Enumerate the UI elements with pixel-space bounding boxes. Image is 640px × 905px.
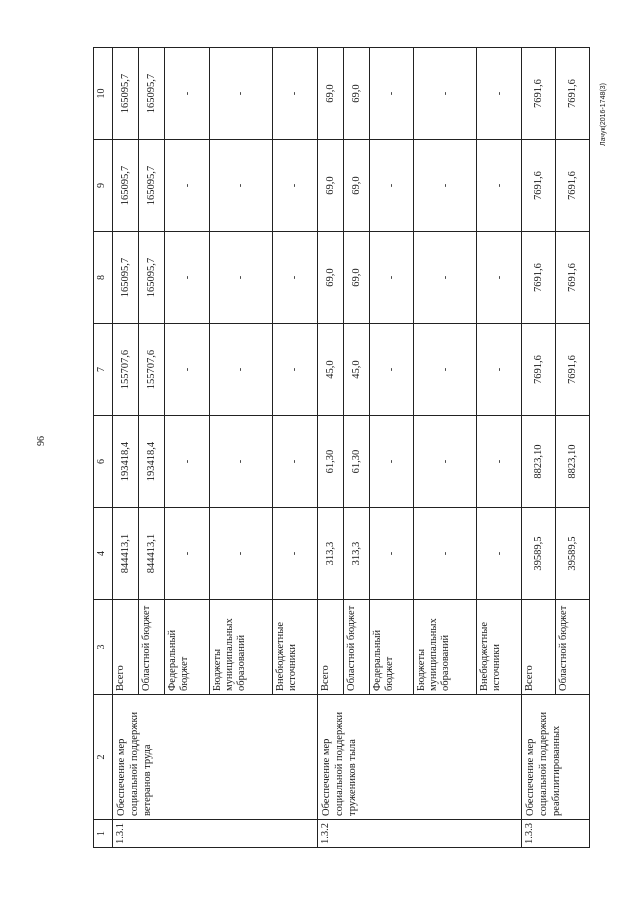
value-cell: - — [209, 140, 272, 232]
funding-source: Всего — [113, 600, 139, 695]
table-body — [113, 48, 590, 848]
value-cell: 45,0 — [317, 324, 343, 416]
item-code: 1.3.3 — [522, 820, 590, 848]
value-cell: - — [272, 324, 317, 416]
funding-source: Федеральный бюджет — [369, 600, 414, 695]
value-cell: - — [414, 508, 477, 600]
value-cell: - — [272, 48, 317, 140]
value-cell: 69,0 — [343, 48, 369, 140]
funding-source: Областной бюджет — [555, 600, 589, 695]
value-cell: - — [165, 48, 210, 140]
value-cell: 165095,7 — [113, 48, 139, 140]
value-cell: - — [477, 48, 522, 140]
page-number: 96 — [36, 436, 47, 446]
value-cell: - — [414, 416, 477, 508]
header-cell: 7 — [94, 324, 113, 416]
funding-source: Всего — [317, 600, 343, 695]
table-row — [317, 48, 343, 848]
value-cell: - — [165, 232, 210, 324]
document-stamp: Лачук(2016-1748(3) — [600, 83, 607, 146]
value-cell: - — [414, 140, 477, 232]
value-cell: 69,0 — [317, 48, 343, 140]
value-cell: 165095,7 — [113, 140, 139, 232]
table-row — [522, 48, 556, 848]
header-cell: 1 — [94, 820, 113, 848]
table-row — [113, 48, 139, 848]
value-cell: 7691,6 — [522, 140, 556, 232]
funding-source: Областной бюджет — [139, 600, 165, 695]
item-code: 1.3.2 — [317, 820, 522, 848]
header-cell: 8 — [94, 232, 113, 324]
value-cell: - — [414, 232, 477, 324]
header-row — [94, 48, 113, 848]
value-cell: 165095,7 — [139, 232, 165, 324]
value-cell: 8823,10 — [522, 416, 556, 508]
value-cell: 7691,6 — [522, 324, 556, 416]
value-cell: 61,30 — [343, 416, 369, 508]
value-cell: 313,3 — [343, 508, 369, 600]
value-cell: 7691,6 — [555, 140, 589, 232]
value-cell: - — [165, 508, 210, 600]
value-cell: - — [209, 508, 272, 600]
value-cell: 69,0 — [317, 140, 343, 232]
value-cell: 193418,4 — [139, 416, 165, 508]
value-cell: - — [477, 232, 522, 324]
measure-name: Обеспечение мер социальной поддержки ветеранов труда — [113, 695, 318, 820]
value-cell: 7691,6 — [555, 232, 589, 324]
value-cell: - — [414, 48, 477, 140]
value-cell: - — [165, 140, 210, 232]
value-cell: 165095,7 — [139, 48, 165, 140]
value-cell: - — [369, 416, 414, 508]
value-cell: - — [477, 140, 522, 232]
value-cell: 45,0 — [343, 324, 369, 416]
value-cell: 7691,6 — [522, 48, 556, 140]
funding-source: Всего — [522, 600, 556, 695]
value-cell: - — [272, 232, 317, 324]
value-cell: 39589,5 — [522, 508, 556, 600]
value-cell: - — [165, 416, 210, 508]
funding-source: Внебюджетные источники — [477, 600, 522, 695]
value-cell: - — [272, 140, 317, 232]
value-cell: - — [165, 324, 210, 416]
value-cell: 844413,1 — [139, 508, 165, 600]
value-cell: - — [369, 508, 414, 600]
value-cell: - — [209, 48, 272, 140]
value-cell: 7691,6 — [522, 232, 556, 324]
value-cell: - — [369, 232, 414, 324]
measure-name: Обеспечение мер социальной поддержки тружеников тыла — [317, 695, 522, 820]
header-cell: 6 — [94, 416, 113, 508]
value-cell: 844413,1 — [113, 508, 139, 600]
header-cell: 9 — [94, 140, 113, 232]
value-cell: 61,30 — [317, 416, 343, 508]
rotated-table-wrapper — [93, 48, 590, 848]
value-cell: - — [477, 416, 522, 508]
funding-source: Бюджеты муниципальных образований — [209, 600, 272, 695]
value-cell: - — [369, 48, 414, 140]
value-cell: 69,0 — [343, 232, 369, 324]
value-cell: 7691,6 — [555, 48, 589, 140]
value-cell: 69,0 — [317, 232, 343, 324]
header-cell: 10 — [94, 48, 113, 140]
value-cell: 8823,10 — [555, 416, 589, 508]
value-cell: - — [209, 232, 272, 324]
funding-source: Внебюджетные источники — [272, 600, 317, 695]
measure-name: Обеспечение мер социальной поддержки реабилитированных — [522, 695, 590, 820]
value-cell: 313,3 — [317, 508, 343, 600]
value-cell: 165095,7 — [139, 140, 165, 232]
header-cell: 3 — [94, 600, 113, 695]
budget-table — [93, 47, 590, 848]
value-cell: - — [272, 508, 317, 600]
value-cell: - — [477, 324, 522, 416]
value-cell: - — [272, 416, 317, 508]
value-cell: - — [369, 324, 414, 416]
value-cell: - — [369, 140, 414, 232]
value-cell: - — [477, 508, 522, 600]
value-cell: 193418,4 — [113, 416, 139, 508]
value-cell: - — [414, 324, 477, 416]
value-cell: 155707,6 — [113, 324, 139, 416]
funding-source: Бюджеты муниципальных образований — [414, 600, 477, 695]
value-cell: 69,0 — [343, 140, 369, 232]
value-cell: 165095,7 — [113, 232, 139, 324]
value-cell: - — [209, 416, 272, 508]
value-cell: 7691,6 — [555, 324, 589, 416]
value-cell: 155707,6 — [139, 324, 165, 416]
funding-source: Областной бюджет — [343, 600, 369, 695]
header-cell: 4 — [94, 508, 113, 600]
value-cell: - — [209, 324, 272, 416]
value-cell: 39589,5 — [555, 508, 589, 600]
header-cell: 2 — [94, 695, 113, 820]
funding-source: Федеральный бюджет — [165, 600, 210, 695]
item-code: 1.3.1 — [113, 820, 318, 848]
